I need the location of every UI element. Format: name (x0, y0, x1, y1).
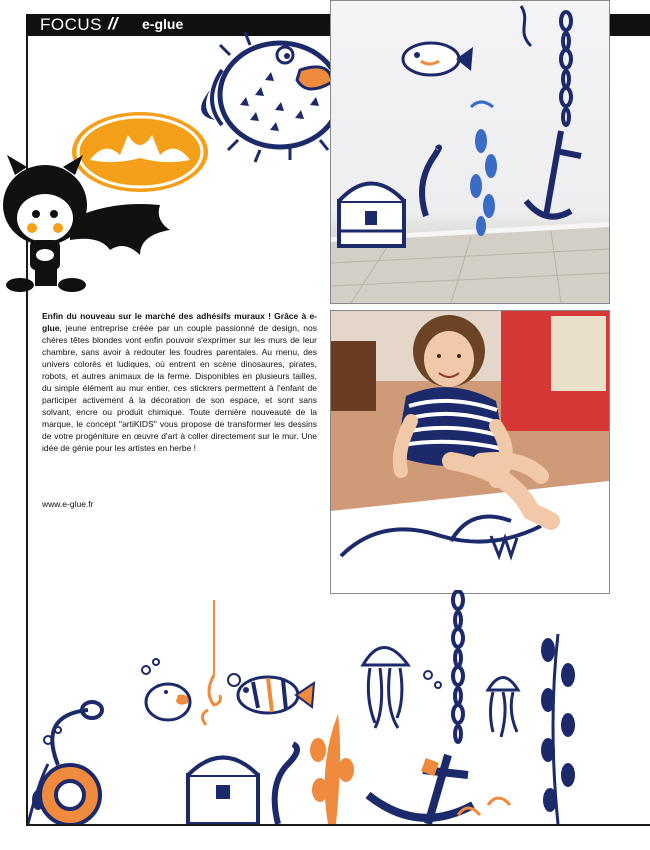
anchor-chain-icon (453, 591, 463, 742)
jellyfish-icon (363, 648, 408, 729)
treasure-chest-icon (188, 758, 258, 825)
article-body (42, 310, 317, 509)
small-pufferfish-icon (146, 684, 190, 720)
jellyfish-2-icon (488, 678, 518, 738)
brand-name: e-glue (142, 16, 184, 32)
page-frame-bottom (26, 824, 650, 826)
sticker-illustrations-top (0, 0, 330, 310)
section-separator: // (108, 14, 118, 33)
seaweed-right-icon (541, 634, 575, 824)
section-title: FOCUS (40, 15, 102, 34)
striped-fish-icon (228, 674, 314, 713)
sticker-illustrations-bottom (28, 590, 628, 824)
fishing-hook-icon (202, 600, 220, 725)
bat-emblem-icon (70, 110, 210, 194)
orange-coral-icon (310, 714, 354, 824)
pufferfish-icon (201, 32, 330, 162)
website-link[interactable]: www.e-glue.fr (42, 499, 94, 509)
diver-helmet-icon (40, 702, 102, 824)
article-text: , jeune entreprise créée par un couple passionné de design, nos chères têtes blondes vont enfin pouvoir s'exprimer sur les murs de leur chambre, sans avoir à redouter les foudres parentales. Au menu, des univers colorés et ludiques, où entrent en scène dinosaures, pirates, robots, et autres animaux de la ferme. Disponibles en plusieurs tailles, du simple élément au mur entier, ces stickrers permettent à l'enfant de participer activement à la décoration de son espace, et sont sans solvant, encre ou produit chimique. Toute dernière nouveauté de la marque, le concept "artiKIDS" vous propose de transformer les dessins de votre progéniture en œuvre d'art à coller directement sur le mur. Une idée de génie pour les artistes en herbe ! (42, 323, 317, 453)
article-lead: Enfin du nouveau sur le marché des adhésifs muraux ! Grâce à e-glue (42, 311, 317, 333)
photo-wall-stickers (330, 0, 610, 304)
photo-child-drawing (330, 310, 610, 594)
eel-icon (275, 744, 297, 824)
